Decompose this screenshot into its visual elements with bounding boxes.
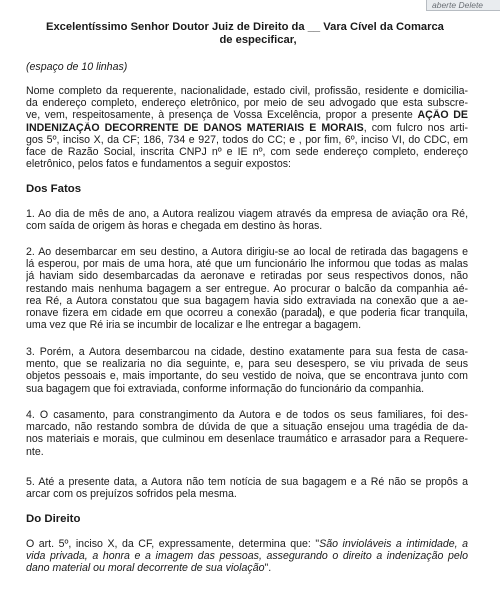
title-line-1: Excelentíssimo Senhor Doutor Juiz de Direito da __ Vara Cível da Comarca <box>46 21 444 33</box>
constitution-quote: dano material ou moral decorrente de sua violação <box>26 562 265 575</box>
intro-line: gos 5º, inciso X, da CF; 186, 734 e 927, todos do CC; e , por fim, 6º, inciso VI, do CDC, em <box>26 133 468 146</box>
fact-text: , <box>465 208 468 220</box>
intro-line: da endereço completo, endereço eletrônico, por meio de seu advogado que esta subscre- <box>26 97 468 110</box>
fact-line: nte. <box>26 445 44 458</box>
fact-line: 2. Ao desembarcar em seu destino, a Autora dirigiu-se ao local de retirada das bagagens e <box>26 246 468 258</box>
law-line <box>26 538 468 550</box>
fact-line: restando mais nenhuma bagagem a ser entregue. Ao procurar o balcão da companhia aé- <box>26 282 468 295</box>
fact-line: objetos pessoais e, mais importante, do seu vestido de noiva, que se encontrava junto com <box>26 370 468 383</box>
fact-line: 4. O casamento, para constrangimento da Autora e de todos os seus familiares, foi des- <box>26 409 468 421</box>
law-line <box>26 562 468 574</box>
fact-line: já haviam sido desembarcadas da aeronave e retiradas por seus respectivos donos, não <box>26 270 468 283</box>
fact-line: arcar com os prejuízos sofridos pela mesma. <box>26 488 237 501</box>
fact-line: mento, que se realizaria no dia seguinte, e, para seu desespero, se viu privada de seus <box>26 358 468 371</box>
fact-paragraph-2 <box>26 246 468 331</box>
law-heading: Do Direito <box>26 513 81 525</box>
fact-line: nos materiais e morais, que culminou em desenlace traumático e arrasador para a Requere- <box>26 433 468 446</box>
fact-line: 5. Até a presente data, a Autora não tem notícia de sua bagagem e a Ré não se propôs a <box>26 476 468 488</box>
facts-heading: Dos Fatos <box>26 183 82 195</box>
law-line <box>26 550 468 562</box>
action-name-start: AÇÃO DE <box>417 109 468 122</box>
fact-paragraph-3 <box>26 346 468 395</box>
action-name-end: INDENIZAÇÃO DECORRENTE DE DANOS MATERIAIS E MORAIS <box>26 121 364 134</box>
intro-text: ve, vem, respeitosamente, à presença de Vossa Excelência, propor a presente <box>26 109 418 122</box>
constitution-quote: São invioláveis a intimidade, a <box>319 538 468 550</box>
space-note: (espaço de 10 linhas) <box>26 61 128 73</box>
fact-line: com saída de origem às horas e chegada em destino às horas. <box>26 220 323 233</box>
intro-text: , com fulcro nos arti- <box>363 121 468 134</box>
fact-paragraph-5 <box>26 476 468 500</box>
fact-text: 1. Ao dia de mês de ano, a Autora realizou viagem através da empresa de aviação <box>26 208 433 220</box>
fact-paragraph-4 <box>26 409 468 458</box>
spellcheck-flagged-word[interactable]: ora Ré <box>432 208 466 220</box>
title-line-2: de especificar, <box>219 34 297 46</box>
fact-paragraph-1 <box>26 208 468 232</box>
intro-paragraph <box>26 85 468 170</box>
fact-line: marcado, não restando sombra de dúvida de que a situação ensejou uma tragédia de da- <box>26 421 468 434</box>
intro-line: eletrônico, pelos fatos e fundamentos a seguir expostos: <box>26 158 292 171</box>
fact-line: rea Ré, a Autora constatou que sua bagagem havia sido extraviada na conexão que a ae- <box>26 294 468 307</box>
constitution-quote: vida privada, a honra e a imagem das pessoas, assegurando o direito a indenização pelo <box>26 550 468 563</box>
fact-line <box>26 208 468 220</box>
fact-line: sua bagagem que foi extraviada, conforme informação do funcionário da companhia. <box>26 382 425 395</box>
fact-line: lá esperou, por mais de uma hora, até que um funcionário lhe informou que todas as malas <box>26 258 468 271</box>
intro-line <box>26 122 468 134</box>
fact-line <box>26 307 468 319</box>
intro-line: Nome completo da requerente, nacionalidade, estado civil, profissão, residente e domicilia- <box>26 85 468 97</box>
document-title <box>46 21 470 47</box>
corner-tab-label: aberte Delete <box>426 0 500 11</box>
fact-text: ), e que poderia ficar tranquila, <box>318 307 468 320</box>
intro-line <box>26 109 468 121</box>
fact-line: uma vez que Ré iria se incumbir de localizar e lhe entregar a bagagem. <box>26 319 362 332</box>
fact-text: ronave fizera em cidade em que ocorreu a conexão (parada <box>26 307 318 320</box>
law-text: ". <box>264 562 272 575</box>
intro-line: face de Razão Social, inscrita CNPJ nº e IE nº, com sede endereço completo, endereço <box>26 146 468 159</box>
fact-line: 3. Porém, a Autora desembarcou na cidade, destino exatamente para sua festa de casa- <box>26 346 468 358</box>
law-paragraph-1 <box>26 538 468 575</box>
law-text: O art. 5º, inciso X, da CF, expressamente, determina que: " <box>26 538 320 550</box>
